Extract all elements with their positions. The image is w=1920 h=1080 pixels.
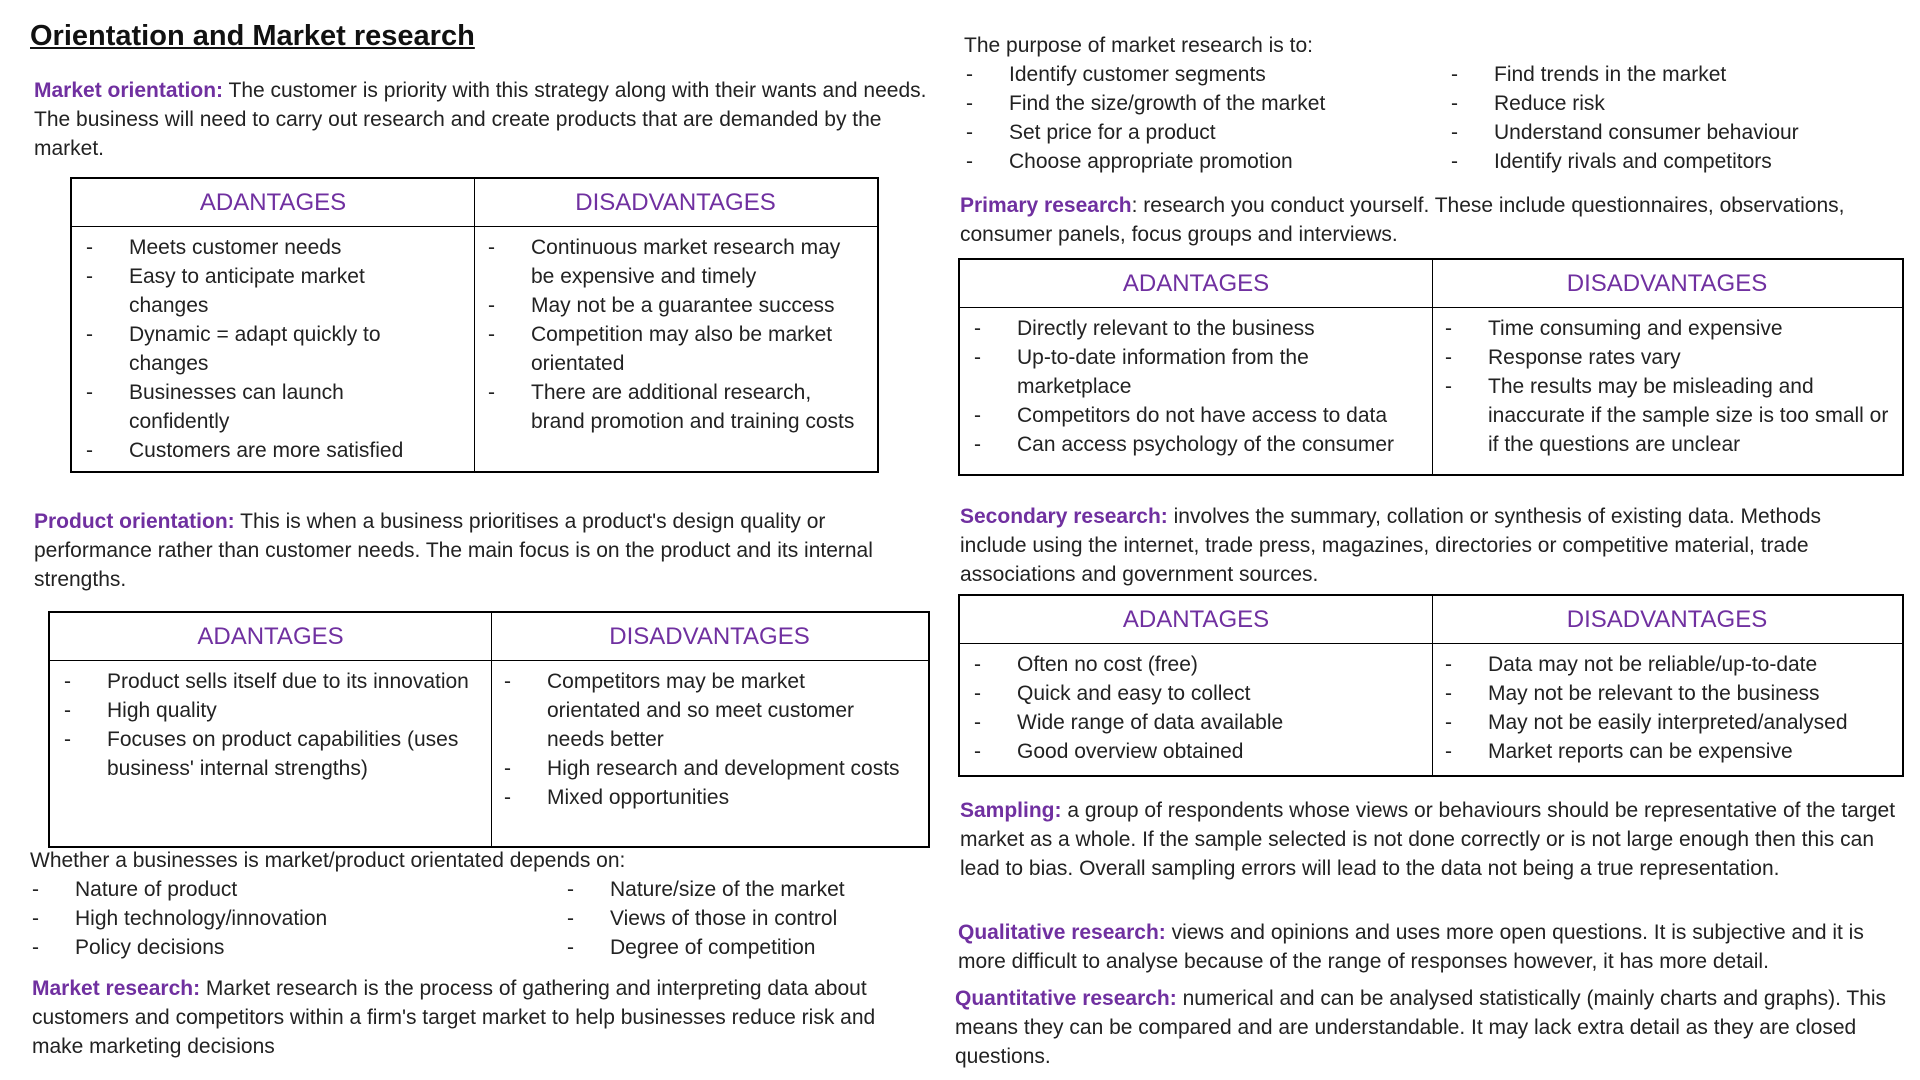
qualitative-text: views and opinions and uses more open questions. It is subjective and it is more difficult to analyse because of the range of responses however, it has more detail.	[958, 921, 1864, 973]
list-item: - Often no cost (free)	[972, 650, 1422, 679]
list-item: - Response rates vary	[1443, 343, 1893, 372]
list-item: - Nature of product	[30, 875, 510, 904]
list-item: - Identify rivals and competitors	[1449, 147, 1849, 176]
list-item: - Reduce risk	[1449, 89, 1849, 118]
advantages-header: ADANTAGES	[50, 613, 491, 661]
list-item: - Competitors do not have access to data	[972, 401, 1422, 430]
list-item: - Easy to anticipate market changes	[84, 262, 429, 320]
advantages-header: ADANTAGES	[72, 179, 474, 227]
qualitative-label: Qualitative research:	[958, 921, 1166, 944]
primary-research-text: : research you conduct yourself. These include questionnaires, observations, consumer panels, focus groups and interviews.	[960, 194, 1845, 246]
sampling-label: Sampling:	[960, 799, 1062, 822]
list-item: - Businesses can launch confidently	[84, 378, 429, 436]
sampling-paragraph	[960, 796, 1905, 883]
product-orientation-label: Product orientation:	[34, 510, 235, 533]
quantitative-text: numerical and can be analysed statistically (mainly charts and graphs). This means they can be compared and are understandable. It may lack extra detail as they are closed questions.	[955, 987, 1887, 1068]
list-item: - Degree of competition	[565, 933, 925, 962]
product-orientation-table	[48, 611, 930, 848]
quantitative-paragraph	[955, 984, 1900, 1071]
market-orientation-label: Market orientation:	[34, 79, 224, 102]
list-item: - Data may not be reliable/up-to-date	[1443, 650, 1893, 679]
list-item: - May not be easily interpreted/analysed	[1443, 708, 1893, 737]
list-item: - Market reports can be expensive	[1443, 737, 1893, 766]
list-item: - Continuous market research may be expensive and timely	[486, 233, 856, 291]
advantages-header: ADANTAGES	[960, 596, 1432, 644]
list-item: - Focuses on product capabilities (uses business' internal strengths)	[62, 725, 482, 783]
disadvantages-list	[502, 667, 902, 812]
purpose-right-list	[1449, 60, 1849, 176]
list-item: - Directly relevant to the business	[972, 314, 1422, 343]
secondary-research-paragraph	[960, 502, 1890, 589]
market-orientation-table	[70, 177, 879, 473]
list-item: - Find the size/growth of the market	[964, 89, 1424, 118]
market-research-paragraph	[32, 974, 932, 1061]
market-orientation-text: The customer is priority with this strategy along with their wants and needs. The business will need to carry out research and create products that are demanded by the market.	[34, 79, 927, 160]
secondary-research-label: Secondary research:	[960, 505, 1168, 528]
list-item: - Good overview obtained	[972, 737, 1422, 766]
secondary-research-text: involves the summary, collation or synthesis of existing data. Methods include using the internet, trade press, magazines, directories or competitive material, trade associations and government sources.	[960, 505, 1822, 586]
list-item: - May not be relevant to the business	[1443, 679, 1893, 708]
purpose-intro: The purpose of market research is to:	[964, 34, 1313, 57]
list-item: - Up-to-date information from the marketplace	[972, 343, 1422, 401]
primary-research-table	[958, 258, 1904, 476]
list-item: - High quality	[62, 696, 482, 725]
list-item: - Views of those in control	[565, 904, 925, 933]
list-item: - May not be a guarantee success	[486, 291, 856, 320]
list-item: - Set price for a product	[964, 118, 1424, 147]
disadvantages-header: DISADVANTAGES	[1432, 596, 1902, 644]
disadvantages-list	[1443, 650, 1893, 766]
list-item: - The results may be misleading and inaccurate if the sample size is too small or if the questions are unclear	[1443, 372, 1893, 459]
list-item: - Wide range of data available	[972, 708, 1422, 737]
list-item: - High technology/innovation	[30, 904, 510, 933]
purpose-left-list	[964, 60, 1424, 176]
disadvantages-list	[486, 233, 856, 436]
list-item: - Mixed opportunities	[502, 783, 902, 812]
market-research-text: Market research is the process of gathering and interpreting data about customers and competitors within a firm's target market to help businesses reduce risk and make marketing decisions	[32, 977, 876, 1058]
list-item: - Time consuming and expensive	[1443, 314, 1893, 343]
list-item: - Quick and easy to collect	[972, 679, 1422, 708]
list-item: - Choose appropriate promotion	[964, 147, 1424, 176]
list-item: - Find trends in the market	[1449, 60, 1849, 89]
list-item: - There are additional research, brand promotion and training costs	[486, 378, 856, 436]
list-item: - Identify customer segments	[964, 60, 1424, 89]
market-orientation-paragraph	[34, 76, 934, 163]
disadvantages-list	[1443, 314, 1893, 459]
depends-left-list	[30, 875, 510, 962]
sampling-text: a group of respondents whose views or behaviours should be representative of the target market as a whole. If the sample selected is not done correctly or is not large enough then this can lead to bias. Overall sampling errors will lead to the data not being a true representation.	[960, 799, 1896, 880]
disadvantages-header: DISADVANTAGES	[1432, 260, 1902, 308]
primary-research-paragraph	[960, 191, 1890, 249]
list-item: - Policy decisions	[30, 933, 510, 962]
secondary-research-table	[958, 594, 1904, 777]
qualitative-paragraph	[958, 918, 1903, 976]
disadvantages-header: DISADVANTAGES	[491, 613, 928, 661]
list-item: - Competitors may be market orientated and so meet customer needs better	[502, 667, 902, 754]
product-orientation-paragraph	[34, 507, 934, 594]
depends-intro: Whether a businesses is market/product orientated depends on:	[30, 849, 626, 872]
advantages-list	[62, 667, 482, 783]
disadvantages-header: DISADVANTAGES	[474, 179, 877, 227]
market-research-label: Market research:	[32, 977, 201, 1000]
advantages-list	[84, 233, 429, 465]
quantitative-label: Quantitative research:	[955, 987, 1177, 1010]
list-item: - Nature/size of the market	[565, 875, 925, 904]
list-item: - Can access psychology of the consumer	[972, 430, 1422, 459]
product-orientation-text: This is when a business prioritises a product's design quality or performance rather than customer needs. The main focus is on the product and its internal strengths.	[34, 510, 873, 591]
page-title: Orientation and Market research	[30, 20, 475, 52]
list-item: - High research and development costs	[502, 754, 902, 783]
advantages-list	[972, 650, 1422, 766]
primary-research-label: Primary research	[960, 194, 1132, 217]
list-item: - Dynamic = adapt quickly to changes	[84, 320, 429, 378]
advantages-list	[972, 314, 1422, 459]
list-item: - Competition may also be market orientated	[486, 320, 856, 378]
list-item: - Product sells itself due to its innovation	[62, 667, 482, 696]
list-item: - Understand consumer behaviour	[1449, 118, 1849, 147]
list-item: - Meets customer needs	[84, 233, 429, 262]
depends-right-list	[565, 875, 925, 962]
advantages-header: ADANTAGES	[960, 260, 1432, 308]
list-item: - Customers are more satisfied	[84, 436, 429, 465]
